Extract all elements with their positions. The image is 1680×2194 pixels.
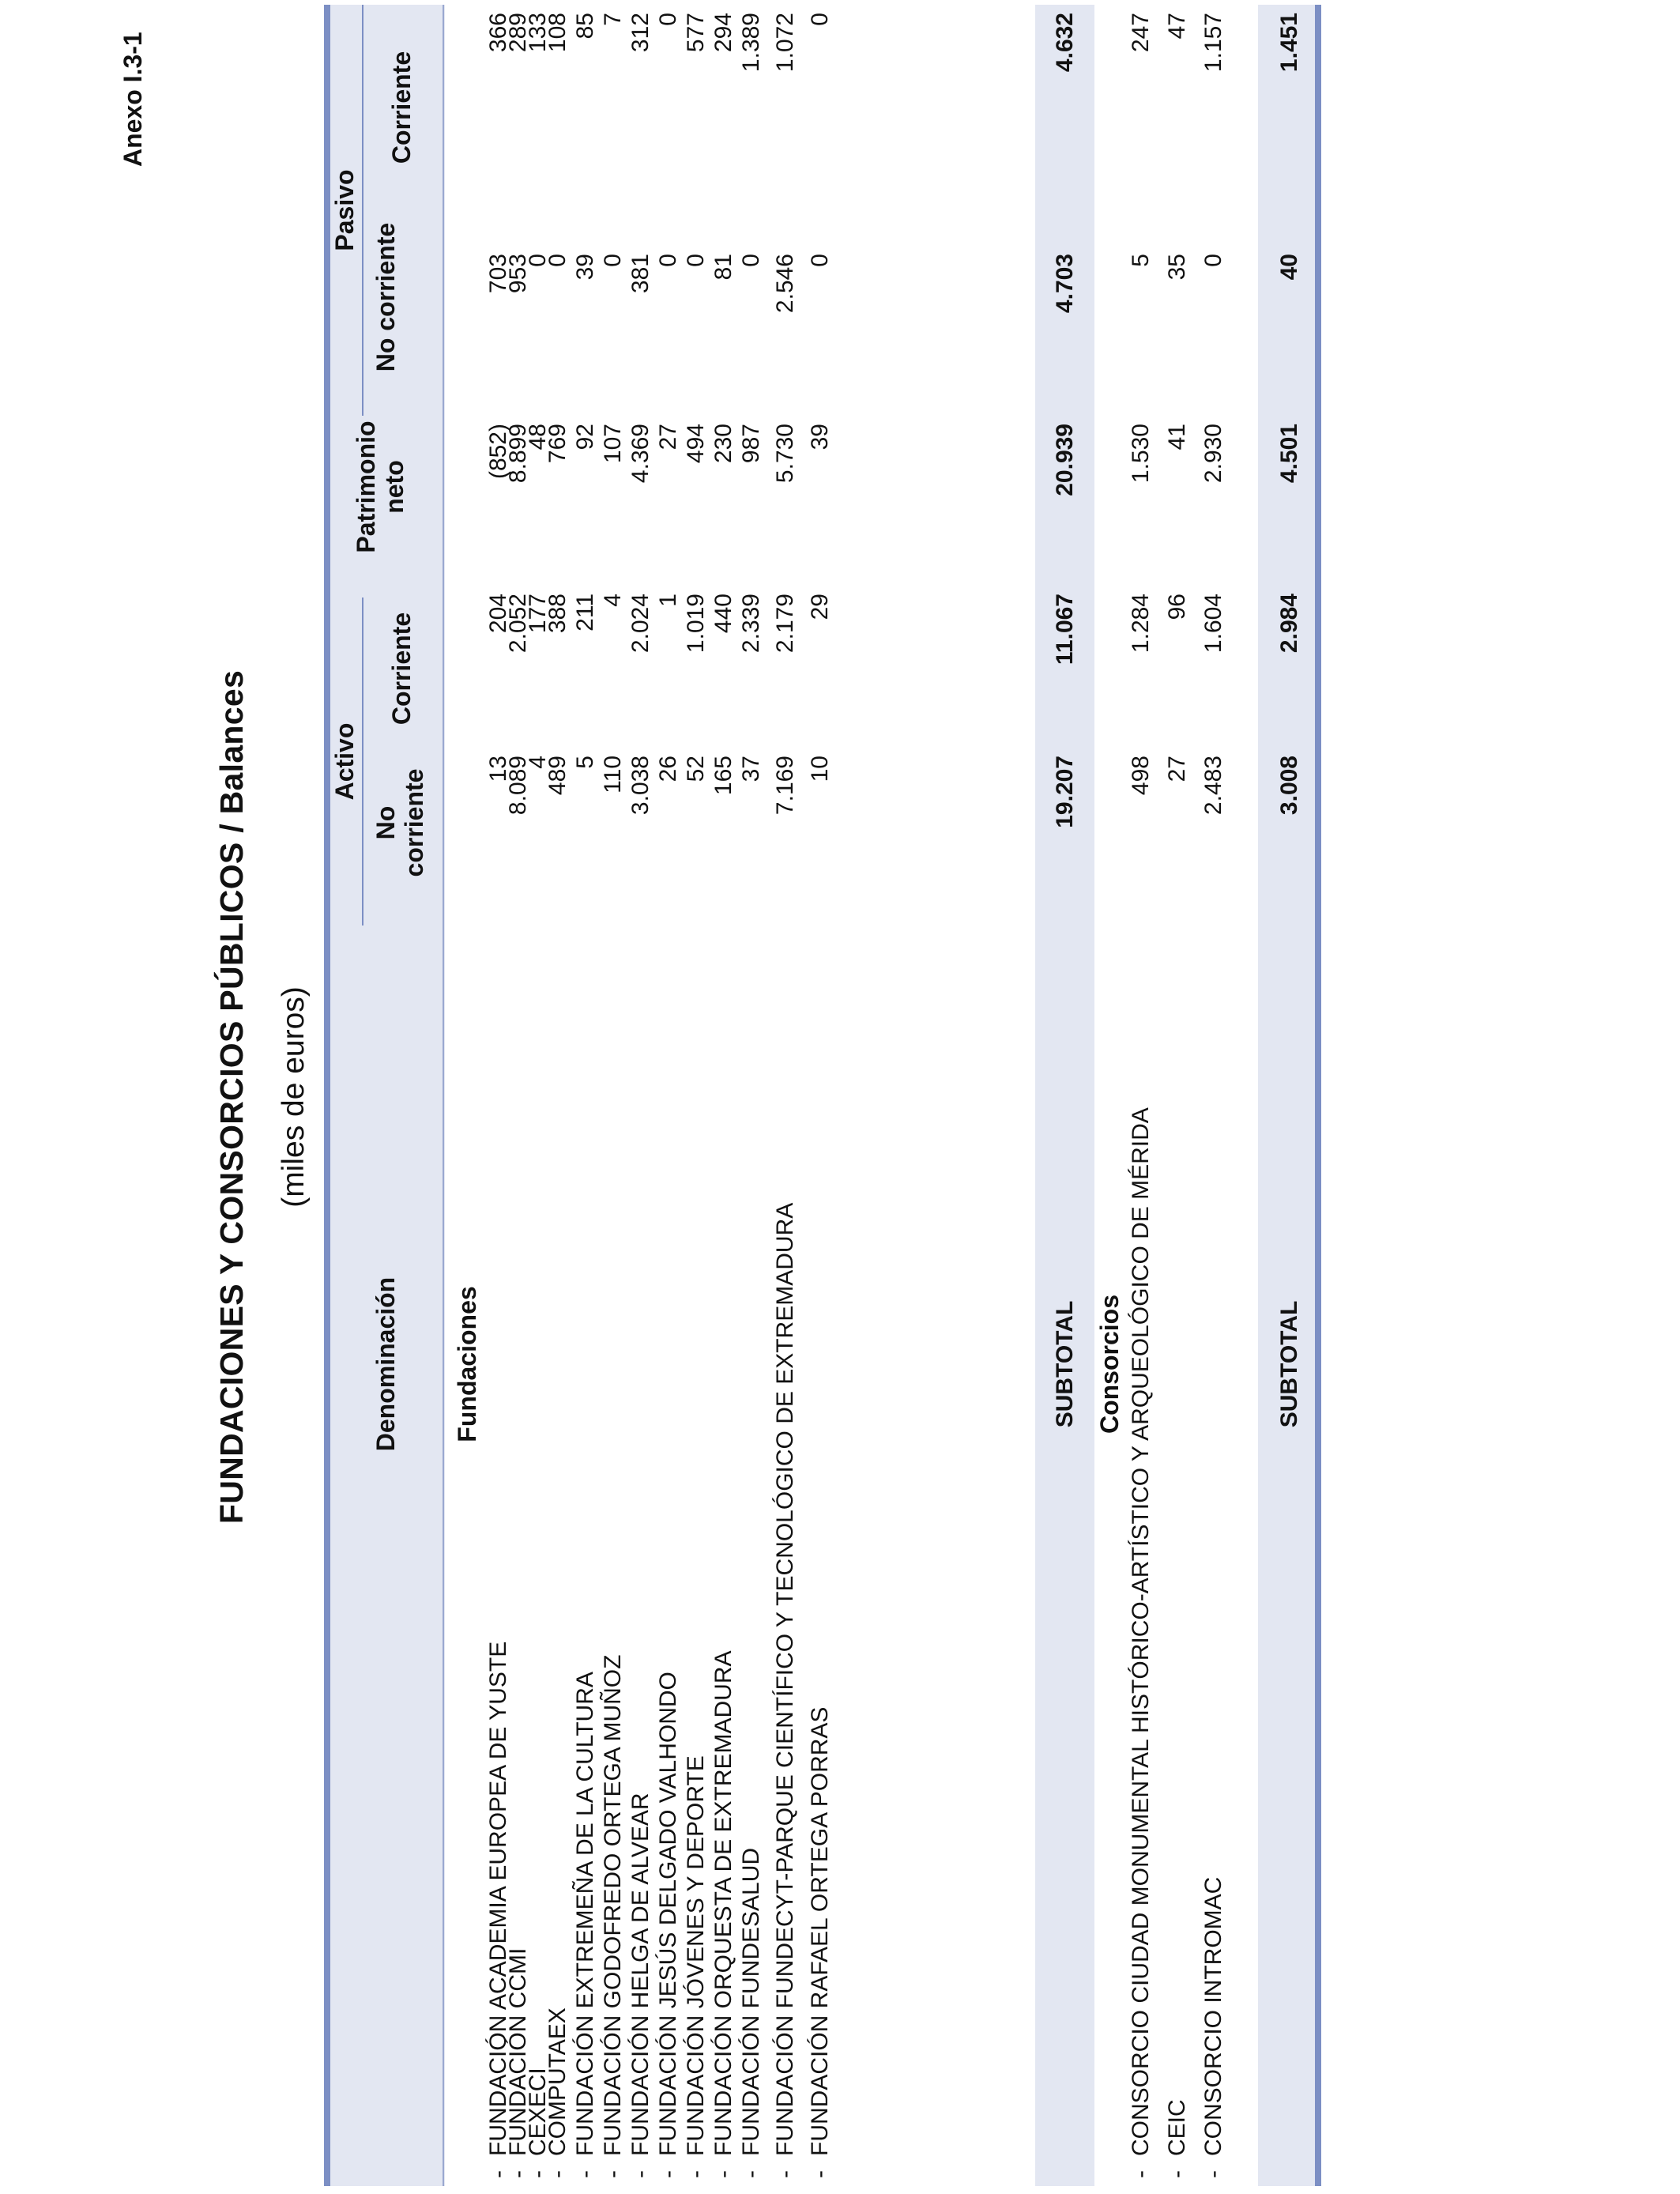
section-title-fundaciones: Fundaciones [453, 1286, 481, 1442]
row-pasivo-nc: 381 [627, 254, 654, 294]
row-activo-nc: 165 [710, 756, 736, 796]
row-bullet: - [572, 2170, 598, 2178]
row-pasivo-c: 1.157 [1200, 13, 1226, 73]
row-pasivo-nc: 953 [505, 254, 531, 294]
row-bullet: - [627, 2170, 654, 2178]
row-name: FUNDACIÓN FUNDESALUD [738, 1847, 764, 2156]
row-pasivo-nc: 5 [1128, 254, 1154, 267]
table-row [684, 5, 707, 2186]
row-name: FUNDACIÓN ACADEMIA EUROPEA DE YUSTE [485, 1641, 511, 2156]
row-pasivo-nc: 703 [485, 254, 511, 294]
row-name: COMPUTAEX [544, 2007, 571, 2156]
table-row [739, 5, 763, 2186]
row-name: CEXECI [525, 2068, 551, 2156]
row-activo-nc: 52 [683, 756, 709, 782]
row-name: CONSORCIO INTROMAC [1200, 1876, 1226, 2156]
subtotal-activo-nc: 19.207 [1052, 756, 1078, 828]
table-bottom-rule [1315, 5, 1321, 2186]
table-row [1128, 5, 1152, 2186]
header-activo-no-corriente: No corriente [371, 768, 428, 877]
row-activo-c: 4 [600, 594, 626, 607]
row-bullet: - [544, 2170, 571, 2178]
row-name: FUNDACIÓN HELGA DE ALVEAR [627, 1793, 654, 2156]
row-patrimonio: 92 [572, 424, 598, 450]
table-row [656, 5, 680, 2186]
row-activo-c: 1.284 [1128, 594, 1154, 654]
header-pasivo-no-corriente: No corriente [371, 222, 400, 372]
row-pasivo-c: 247 [1128, 13, 1154, 53]
subtotal-patrimonio: 4.501 [1276, 424, 1302, 484]
row-pasivo-nc: 0 [1200, 254, 1226, 267]
row-pasivo-c: 1.389 [738, 13, 764, 73]
page-title: FUNDACIONES Y CONSORCIOS PÚBLICOS / Balances [213, 669, 250, 1525]
row-name: FUNDACIÓN JESÚS DELGADO VALHONDO [655, 1672, 681, 2156]
row-patrimonio: 4.369 [627, 424, 654, 484]
row-pasivo-c: 577 [683, 13, 709, 53]
row-patrimonio: 769 [544, 424, 571, 464]
subtotal-row-fundaciones [1053, 5, 1076, 2186]
row-activo-c: 388 [544, 594, 571, 634]
row-bullet: - [683, 2170, 709, 2178]
table-row [601, 5, 624, 2186]
row-activo-c: 211 [572, 594, 598, 631]
section-title-consorcios: Consorcios [1095, 1294, 1124, 1434]
row-bullet: - [1128, 2170, 1154, 2178]
row-bullet: - [485, 2170, 511, 2178]
header-activo: Activo [330, 722, 359, 801]
subtotal-pasivo-nc: 40 [1276, 254, 1302, 281]
subtotal-label: SUBTOTAL [1052, 1300, 1078, 1428]
row-name: FUNDACIÓN GODOFREDO ORTEGA MUÑOZ [600, 1654, 626, 2156]
row-activo-nc: 27 [1164, 756, 1190, 782]
subtotal-activo-nc: 3.008 [1276, 756, 1302, 816]
row-activo-nc: 4 [525, 756, 551, 769]
row-bullet: - [525, 2170, 551, 2178]
row-activo-nc: 10 [807, 756, 833, 782]
row-name: FUNDACIÓN FUNDECYT-PARQUE CIENTÍFICO Y TECNOLÓGICO DE EXTREMADURA [772, 1202, 798, 2156]
table-top-rule [324, 5, 330, 2186]
row-bullet: - [1200, 2170, 1226, 2178]
row-pasivo-nc: 2.546 [772, 254, 798, 314]
row-pasivo-nc: 0 [807, 254, 833, 267]
row-bullet: - [505, 2170, 531, 2178]
row-activo-c: 2.339 [738, 594, 764, 654]
row-pasivo-c: 85 [572, 13, 598, 40]
row-pasivo-c: 366 [485, 13, 511, 53]
row-pasivo-c: 0 [655, 13, 681, 26]
row-bullet: - [655, 2170, 681, 2178]
row-patrimonio: 39 [807, 424, 833, 450]
row-pasivo-c: 312 [627, 13, 654, 53]
row-pasivo-nc: 0 [544, 254, 571, 267]
row-bullet: - [600, 2170, 626, 2178]
row-pasivo-c: 47 [1164, 13, 1190, 40]
subtotal-activo-c: 11.067 [1052, 594, 1078, 665]
row-name: FUNDACIÓN JÓVENES Y DEPORTE [683, 1755, 709, 2156]
subtotal-patrimonio: 20.939 [1052, 424, 1078, 496]
row-pasivo-nc: 0 [525, 254, 551, 267]
row-patrimonio: 987 [738, 424, 764, 464]
row-pasivo-nc: 0 [738, 254, 764, 267]
row-patrimonio: 5.730 [772, 424, 798, 484]
subtotal-pasivo-c: 1.451 [1276, 13, 1302, 73]
row-pasivo-c: 0 [807, 13, 833, 26]
row-name: FUNDACIÓN ORQUESTA DE EXTREMADURA [710, 1650, 736, 2156]
row-pasivo-nc: 39 [572, 254, 598, 281]
pasivo-group-line [362, 5, 363, 416]
row-patrimonio: 41 [1164, 424, 1190, 450]
row-activo-c: 29 [807, 594, 833, 620]
row-patrimonio: 48 [525, 424, 551, 450]
header-pasivo: Pasivo [330, 169, 359, 251]
row-pasivo-nc: 0 [655, 254, 681, 267]
row-pasivo-c: 1.072 [772, 13, 798, 73]
row-patrimonio: (852) [485, 424, 511, 480]
row-activo-nc: 110 [600, 756, 626, 794]
subtotal-pasivo-c: 4.632 [1052, 13, 1078, 73]
balances-table [324, 5, 1320, 2186]
row-patrimonio: 8.899 [505, 424, 531, 484]
table-row [773, 5, 797, 2186]
row-name: FUNDACIÓN RAFAEL ORTEGA PORRAS [807, 1706, 833, 2156]
header-activo-corriente: Corriente [387, 612, 416, 726]
subtotal-label: SUBTOTAL [1276, 1300, 1302, 1428]
row-pasivo-c: 7 [600, 13, 626, 26]
row-name: CEIC [1164, 2099, 1190, 2156]
row-patrimonio: 107 [600, 424, 626, 464]
row-activo-nc: 37 [738, 756, 764, 782]
row-pasivo-c: 294 [710, 13, 736, 53]
row-activo-nc: 13 [485, 756, 511, 782]
row-activo-c: 177 [525, 594, 551, 634]
activo-group-line [362, 598, 363, 925]
header-bottom-rule [443, 5, 444, 2186]
row-activo-c: 440 [710, 594, 736, 634]
row-activo-nc: 8.089 [505, 756, 531, 816]
row-patrimonio: 1.530 [1128, 424, 1154, 484]
table-row [711, 5, 735, 2186]
header-denominacion: Denominación [371, 1276, 400, 1452]
row-activo-c: 2.179 [772, 594, 798, 654]
row-activo-c: 1 [655, 594, 681, 607]
header-pasivo-corriente: Corriente [387, 51, 416, 164]
row-activo-nc: 2.483 [1200, 756, 1226, 816]
row-activo-c: 2.024 [627, 594, 654, 654]
row-pasivo-c: 133 [525, 13, 551, 53]
row-name: CONSORCIO CIUDAD MONUMENTAL HISTÓRICO-ARTÍSTICO Y ARQUEOLÓGICO DE MÉRIDA [1128, 1107, 1154, 2156]
row-patrimonio: 230 [710, 424, 736, 464]
row-bullet: - [1164, 2170, 1190, 2178]
row-patrimonio: 494 [683, 424, 709, 464]
row-pasivo-nc: 35 [1164, 254, 1190, 281]
row-patrimonio: 2.930 [1200, 424, 1226, 484]
row-bullet: - [807, 2170, 833, 2178]
row-activo-c: 1.019 [683, 594, 709, 654]
row-activo-c: 204 [485, 594, 511, 634]
row-activo-c: 2.052 [505, 594, 531, 654]
row-activo-nc: 489 [544, 756, 571, 796]
row-pasivo-nc: 81 [710, 254, 736, 281]
table-row [808, 5, 831, 2186]
row-activo-nc: 3.038 [627, 756, 654, 816]
row-bullet: - [738, 2170, 764, 2178]
row-activo-c: 1.604 [1200, 594, 1226, 654]
row-bullet: - [710, 2170, 736, 2178]
row-bullet: - [772, 2170, 798, 2178]
table-row [573, 5, 597, 2186]
row-activo-nc: 7.169 [772, 756, 798, 816]
page-subtitle: (miles de euros) [277, 986, 311, 1208]
table-row [545, 5, 569, 2186]
table-row [1165, 5, 1188, 2186]
row-pasivo-nc: 0 [600, 254, 626, 267]
header-patrimonio-neto: Patrimonio neto [352, 420, 409, 553]
subtotal-row-consorcios [1277, 5, 1301, 2186]
row-activo-nc: 5 [572, 756, 598, 769]
table-row [1201, 5, 1225, 2186]
row-name: FUNDACIÓN EXTREMEÑA DE LA CULTURA [572, 1672, 598, 2156]
row-name: FUNDACIÓN CCMI [505, 1947, 531, 2156]
row-pasivo-c: 108 [544, 13, 571, 53]
row-activo-c: 96 [1164, 594, 1190, 620]
row-activo-nc: 26 [655, 756, 681, 782]
row-patrimonio: 27 [655, 424, 681, 450]
table-row [628, 5, 652, 2186]
row-pasivo-c: 289 [505, 13, 531, 53]
annex-label: Anexo I.3-1 [119, 32, 147, 167]
subtotal-pasivo-nc: 4.703 [1052, 254, 1078, 314]
subtotal-activo-c: 2.984 [1276, 594, 1302, 654]
row-activo-nc: 498 [1128, 756, 1154, 796]
row-pasivo-nc: 0 [683, 254, 709, 267]
